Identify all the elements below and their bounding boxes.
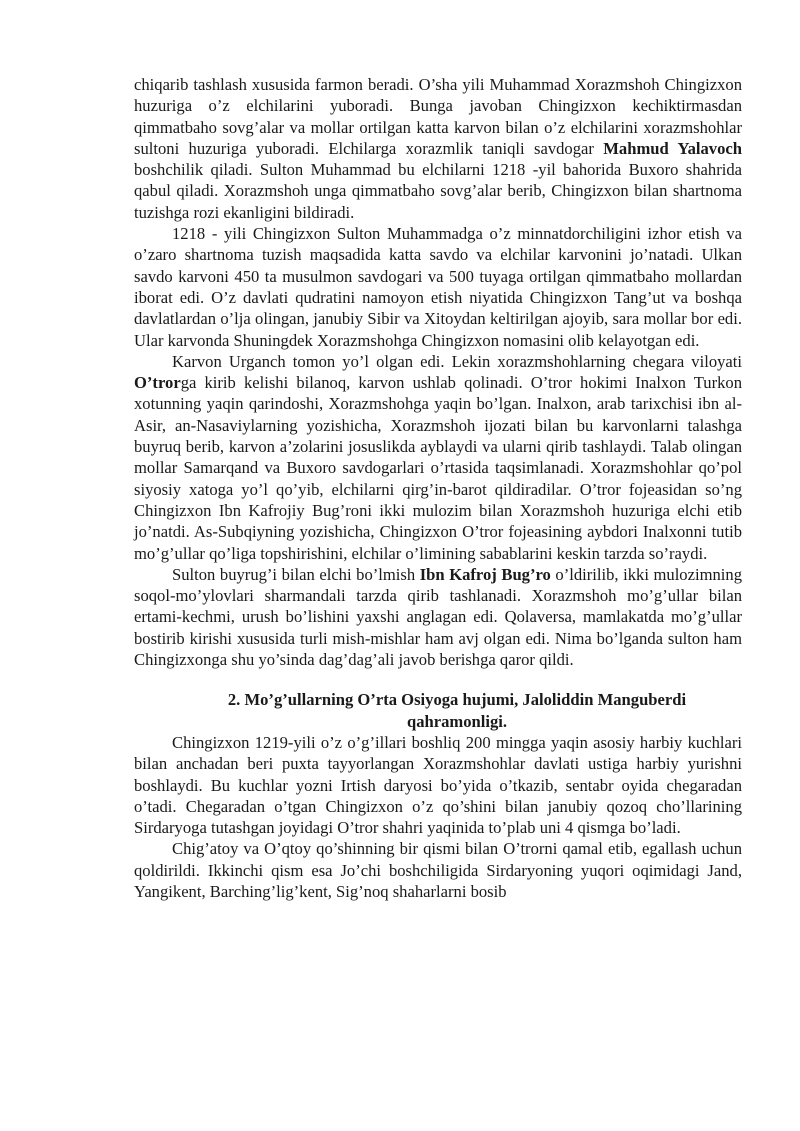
bold-name: O’tror — [134, 373, 181, 393]
bold-name: Mahmud Yalavoch — [603, 138, 742, 158]
section-heading-line-1: 2. Mo’g’ullarning O’rta Osiyoga hujumi, Jaloliddin Manguberdi — [227, 690, 687, 710]
paragraph-text: Sulton buyrug’i bilan elchi bo’lmish — [172, 564, 420, 584]
paragraph — [134, 732, 742, 838]
bold-name: Ibn Kafroj Bug’ro — [419, 564, 551, 584]
paragraph — [134, 351, 742, 564]
section-heading — [134, 689, 742, 732]
paragraph — [134, 74, 742, 223]
paragraph-text: ga kirib kelishi bilanoq, karvon ushlab qolinadi. O’tror hokimi Inalxon Turkon xotunning yaqin qarindoshi, Xorazmshohga yaqin bo’lgan. Inalxon, arab tarixchisi ibn al-Asir, an-Nasaviylarning yozishicha, Xorazmshoh ijozati bilan bu karvonlarni talashga buyruq berib, karvon a’zolarini josuslikda ayblaydi va ularni qirib tashlaydi. Talab olingan mollar Samarqand va Buxoro savdogarlari o’rtasida taqsimlanadi. Xorazmshohlar qo’pol siyosiy xatoga yo’l qo’yib, elchilarni qirg’in-barot qildiradilar. O’tror fojeasidan so’ng Chingizxon Ibn Kafrojiy Bug’roni ikki mulozim bilan Xorazmshoh huzuriga elchi etib jo’natdi. As-Subqiyning yozishicha, Chingizxon O’tror fojeasining aybdori Inalxonni tutib mo’g’ullar qo’liga topshirishini, elchilar o’limining sabablarini keskin tarzda so’raydi. — [134, 373, 742, 563]
paragraph — [134, 838, 742, 902]
paragraph — [134, 223, 742, 351]
text-section-before-heading — [134, 74, 742, 670]
paragraph-text: Chingizxon 1219-yili o’z o’g’illari boshliq 200 mingga yaqin asosiy harbiy kuchlari bilan anchadan beri puxta tayyorlangan Xorazmshohlar davlati ustiga harbiy yurishni boshlaydi. Bu kuchlar yozni Irtish daryosi bo’yida o’tkazib, sentabr oyida chegaradan o’tadi. Chegaradan o’tgan Chingizxon o’z qo’shini bilan janubiy qozoq cho’llarining Sirdaryoga tutashgan joyidagi O’tror shahri yaqinida to’plab uni 4 qismga bo’ladi. — [134, 732, 742, 838]
section-heading-line-2: qahramonligi. — [406, 711, 508, 731]
document-page — [134, 74, 742, 902]
paragraph-text: boshchilik qiladi. Sulton Muhammad bu elchilarni 1218 -yil bahorida Buxoro shahrida qabul qiladi. Xorazmshoh unga qimmatbaho sovg’alar berib, Chingizxon bilan shartnoma tuzishga rozi ekanligini bildiradi. — [134, 160, 742, 222]
paragraph — [134, 564, 742, 670]
paragraph-text: 1218 - yili Chingizxon Sulton Muhammadga o’z minnatdorchiligini izhor etish va o’zaro shartnoma tuzish maqsadida katta savdo va elchilar karvonini jo’natadi. Ulkan savdo karvoni 450 ta musulmon savdogari va 500 tuyaga ortilgan qimmatbaho mollardan iborat edi. O’z davlati qudratini namoyon etish niyatida Chingizxon Tang’ut va boshqa davlatlardan o’lja olingan, janubiy Sibir va Xitoydan keltirilgan ajoyib, sara mollar bor edi. Ular karvonda Shuningdek Xorazmshohga Chingizxon nomasini olib kelayotgan edi. — [134, 224, 742, 350]
paragraph-text: Karvon Urganch tomon yo’l olgan edi. Lekin xorazmshohlarning chegara viloyati — [172, 351, 742, 371]
paragraph-text: Chig’atoy va O’qtoy qo’shinning bir qismi bilan O’trorni qamal etib, egallash uchun qoldirildi. Ikkinchi qism esa Jo’chi boshchiligida Sirdaryoning yuqori oqimidagi Jand, Yangikent, Barching’lig’kent, Sig’noq shaharlarni bosib — [134, 839, 742, 901]
paragraph-text: o’ldirilib, ikki mulozimning soqol-mo’ylovlari sharmandali tarzda qirib tashlanadi. Xorazmshoh mo’g’ullar bilan ertami-kechmi, urush bo’lishini yaxshi anglagan edi. Qolaversa, mamlakatda mo’g’ullar bostirib kirishi xususida turli mish-mishlar ham avj olgan edi. Nima bo’lganda sulton ham Chingizxonga shu yo’sinda dag’dag’ali javob berishga qaror qildi. — [134, 564, 742, 670]
paragraph-text: chiqarib tashlash xususida farmon beradi. O’sha yili Muhammad Xorazmshoh Chingizxon huzuriga o’z elchilarini yuboradi. Bunga javoban Chingizxon kechiktirmasdan qimmatbaho sovg’alar va mollar ortilgan katta karvon bilan o’z elchilarini xorazmshohlar sultoni huzuriga yuboradi. Elchilarga xorazmlik taniqli savdogar — [134, 75, 742, 158]
text-section-after-heading — [134, 732, 742, 902]
